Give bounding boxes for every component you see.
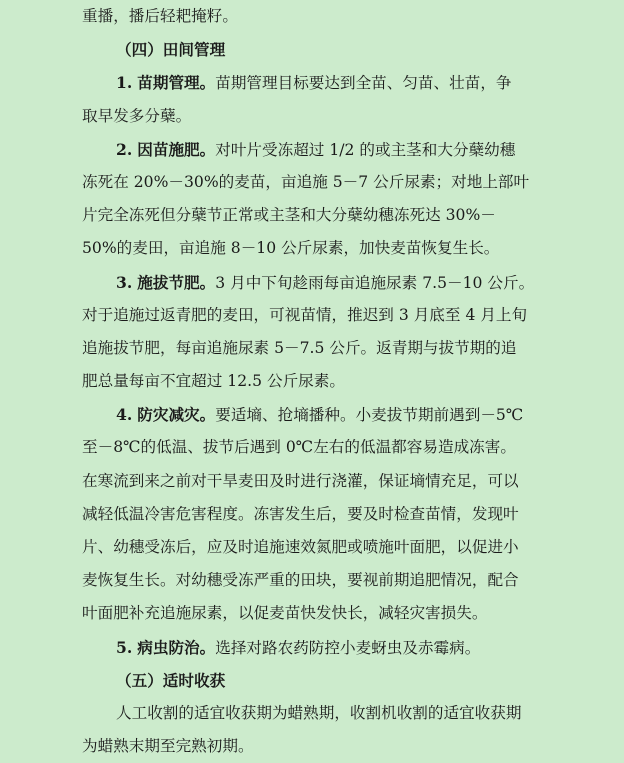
paragraph-1-line bbox=[82, 66, 566, 99]
text-line: 重播，播后轻耙掩籽。 bbox=[82, 7, 238, 25]
text-line: 对于追施过返青肥的麦田，可视苗情，推迟到 3 月底至 4 月上旬 bbox=[82, 305, 528, 324]
text-line: 叶面肥补充追施尿素，以促麦苗快发快长，减轻灾害损失。 bbox=[82, 604, 488, 623]
text-line: 冻死在 20%－30%的麦苗，亩追施 5－7 公斤尿素；对地上部叶 bbox=[82, 172, 530, 191]
item-title: 防灾减灾。 bbox=[137, 405, 216, 425]
paragraph-3-line bbox=[82, 266, 566, 299]
section-heading-5: （五）适时收获 bbox=[116, 670, 226, 690]
item-text: 对叶片受冻超过 1/2 的或主茎和大分蘖幼穗 bbox=[215, 140, 516, 159]
text-line: 在寒流到来之前对干旱麦田及时进行浇灌，保证墒情充足，可以 bbox=[82, 471, 519, 490]
text-line: 人工收割的适宜收获期为蜡熟期，收割机收割的适宜收获期 bbox=[116, 703, 522, 722]
item-number: 2. bbox=[116, 139, 133, 159]
item-number: 5. bbox=[116, 637, 133, 657]
item-number: 1. bbox=[116, 73, 133, 93]
item-text: 苗期管理目标要达到全苗、匀苗、壮苗，争 bbox=[215, 74, 512, 93]
item-title: 苗期管理。 bbox=[137, 73, 216, 93]
text-line: 50%的麦田，亩追施 8－10 公斤尿素，加快麦苗恢复生长。 bbox=[82, 239, 500, 258]
text-line: 为蜡熟末期至完熟初期。 bbox=[82, 737, 254, 756]
item-title: 因苗施肥。 bbox=[137, 139, 216, 159]
text-line: 麦恢复生长。对幼穗受冻严重的田块，要视前期追肥情况，配合 bbox=[82, 571, 519, 590]
text-line: 至－8℃的低温、拔节后遇到 0℃左右的低温都容易造成冻害。 bbox=[82, 438, 516, 457]
paragraph-4-line bbox=[82, 398, 566, 431]
text-line: 追施拔节肥，每亩追施尿素 5－7.5 公斤。返青期与拔节期的追 bbox=[82, 338, 517, 357]
item-number: 3. bbox=[116, 272, 133, 292]
text-line: 肥总量每亩不宜超过 12.5 公斤尿素。 bbox=[82, 372, 345, 391]
text-line: 片、幼穗受冻后，应及时追施速效氮肥或喷施叶面肥，以促进小 bbox=[82, 538, 519, 556]
paragraph-2-line bbox=[82, 133, 566, 166]
item-text: 3 月中下旬趁雨每亩追施尿素 7.5－10 公斤。 bbox=[215, 273, 535, 292]
text-line: 取早发多分蘖。 bbox=[82, 106, 192, 125]
text-line: 片完全冻死但分蘖节正常或主茎和大分蘖幼穗冻死达 30%－ bbox=[82, 206, 496, 225]
item-title: 施拔节肥。 bbox=[137, 272, 216, 292]
item-text: 要适墒、抢墒播种。小麦拔节期前遇到－5℃ bbox=[215, 406, 524, 425]
paragraph-5-line bbox=[82, 631, 566, 664]
item-number: 4. bbox=[116, 405, 133, 425]
section-heading-4: （四）田间管理 bbox=[116, 40, 226, 60]
text-line: 减轻低温冷害危害程度。冻害发生后，要及时检查苗情，发现叶 bbox=[82, 504, 519, 523]
item-text: 选择对路农药防控小麦蚜虫及赤霉病。 bbox=[215, 638, 481, 657]
item-title: 病虫防治。 bbox=[137, 637, 216, 657]
